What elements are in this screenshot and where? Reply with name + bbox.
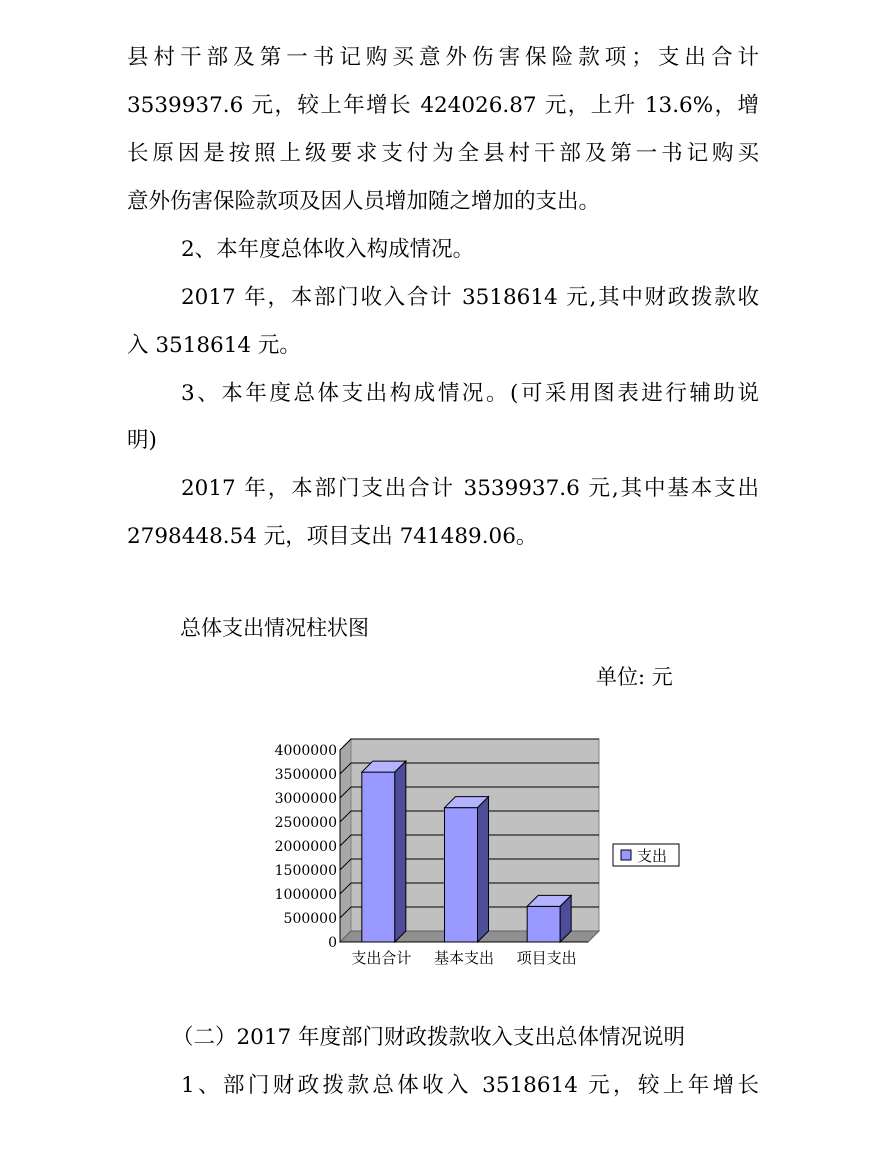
legend-swatch bbox=[621, 850, 631, 860]
y-tick-label: 0 bbox=[328, 935, 337, 951]
x-tick-label: 支出合计 bbox=[351, 949, 412, 967]
section-heading: 3、本年度总体支出构成情况。(可采用图表进行辅助说 bbox=[181, 381, 759, 406]
paragraph-line: 明) bbox=[127, 428, 157, 453]
y-tick-label: 1000000 bbox=[274, 887, 337, 903]
unit-label: 单位: 元 bbox=[596, 665, 673, 689]
x-tick-label: 基本支出 bbox=[433, 949, 495, 967]
paragraph-line: 入 3518614 元。 bbox=[127, 333, 301, 358]
paragraph-line: 意外伤害保险款项及因人员增加随之增加的支出。 bbox=[127, 189, 601, 214]
bar bbox=[445, 808, 478, 942]
bar bbox=[527, 906, 560, 942]
paragraph-line: 2017 年，本部门支出合计 3539937.6 元,其中基本支出 bbox=[181, 476, 759, 501]
bar-side bbox=[395, 761, 406, 942]
y-tick-label: 2500000 bbox=[274, 815, 337, 831]
chart-caption: 总体支出情况柱状图 bbox=[180, 616, 369, 640]
bar bbox=[362, 772, 395, 942]
x-tick-label: 项目支出 bbox=[516, 949, 577, 967]
y-tick-label: 4000000 bbox=[274, 743, 337, 759]
paragraph-line: 2798448.54 元，项目支出 741489.06。 bbox=[127, 524, 538, 549]
y-tick-label: 500000 bbox=[283, 911, 337, 927]
paragraph-line: 县村干部及第一书记购买意外伤害保险款项；支出合计 bbox=[127, 45, 759, 70]
paragraph-line: 3539937.6 元，较上年增长 424026.87 元，上升 13.6%，增 bbox=[127, 93, 759, 118]
legend-label: 支出 bbox=[637, 847, 668, 865]
section-heading: 2、本年度总体收入构成情况。 bbox=[181, 237, 475, 262]
paragraph-line: 1、部门财政拨款总体收入 3518614 元，较上年增长 bbox=[181, 1073, 759, 1098]
section-heading: （二）2017 年度部门财政拨款收入支出总体情况说明 bbox=[172, 1025, 686, 1050]
paragraph-line: 2017 年，本部门收入合计 3518614 元,其中财政拨款收 bbox=[181, 285, 759, 310]
paragraph-line: 长原因是按照上级要求支付为全县村干部及第一书记购买 bbox=[127, 141, 759, 166]
expenditure-bar-chart bbox=[250, 728, 700, 978]
y-tick-label: 2000000 bbox=[274, 839, 337, 855]
bar-side bbox=[478, 797, 489, 942]
y-tick-label: 3000000 bbox=[274, 791, 337, 807]
y-tick-label: 3500000 bbox=[274, 767, 337, 783]
y-tick-label: 1500000 bbox=[274, 863, 337, 879]
